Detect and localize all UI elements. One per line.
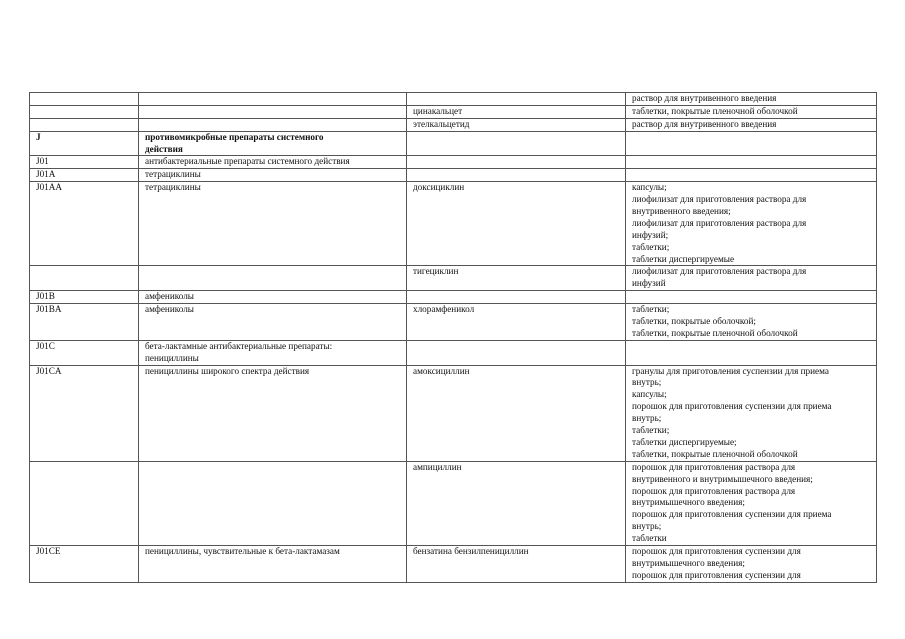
drug-table-body (30, 93, 877, 583)
dosage-form-cell-line: таблетки диспергируемые; (632, 436, 737, 447)
dosage-form-cell-line: внутримышечного введения; (632, 497, 745, 508)
atc-code-cell (30, 131, 139, 156)
table-row (30, 93, 877, 106)
anatomical-group-cell (139, 291, 407, 304)
anatomical-group-cell-line (145, 462, 406, 474)
atc-code: J01C (36, 340, 55, 351)
dosage-form-cell-line: таблетки диспергируемые (632, 253, 735, 264)
anatomical-group-cell-line: тетрациклины (145, 169, 201, 180)
drug-name (413, 341, 625, 353)
anatomical-group-cell (139, 118, 407, 131)
drug-name-cell (407, 545, 626, 582)
anatomical-group-cell-line: противомикробные препараты системного (145, 131, 324, 142)
anatomical-group-cell (139, 169, 407, 182)
dosage-form-cell-line: таблетки; (632, 304, 670, 315)
table-row (30, 545, 877, 582)
drug-name-cell (407, 131, 626, 156)
dosage-form-cell (626, 545, 877, 582)
drug-name: бензатина бензилпенициллин (413, 545, 529, 556)
dosage-form-cell-line: внутрь; (632, 521, 662, 532)
dosage-form-cell-line: внутривенного введения; (632, 206, 731, 217)
dosage-form-cell-line: таблетки; (632, 241, 670, 252)
anatomical-group-cell (139, 304, 407, 341)
dosage-form-cell-line: внутрь; (632, 377, 662, 388)
drug-name-cell (407, 365, 626, 461)
drug-name-cell (407, 156, 626, 169)
dosage-form-cell (626, 169, 877, 182)
dosage-form-cell-line (632, 341, 876, 353)
dosage-form-cell-line: лиофилизат для приготовления раствора для (632, 266, 807, 277)
dosage-form-cell-line: раствор для внутривенного введения (632, 118, 777, 129)
dosage-form-cell-line: инфузий; (632, 229, 669, 240)
dosage-form-cell-line: порошок для приготовления раствора для (632, 485, 796, 496)
anatomical-group-cell-line (145, 266, 406, 278)
atc-code-cell (30, 118, 139, 131)
table-row (30, 266, 877, 291)
drug-name: амоксициллин (413, 365, 470, 376)
atc-code: J (36, 131, 41, 142)
anatomical-group-cell (139, 365, 407, 461)
anatomical-group-cell-line: пенициллины (145, 352, 199, 363)
dosage-form-cell-line: капсулы; (632, 182, 667, 193)
dosage-form-cell-line: порошок для приготовления суспензии для приема (632, 401, 832, 412)
table-row (30, 105, 877, 118)
drug-name-cell (407, 182, 626, 266)
atc-code (36, 266, 138, 278)
anatomical-group-cell-line (145, 93, 406, 105)
atc-code-cell (30, 266, 139, 291)
drug-name (413, 132, 625, 144)
atc-code-cell (30, 304, 139, 341)
table-row (30, 340, 877, 365)
drug-name-cell (407, 340, 626, 365)
atc-code-cell (30, 461, 139, 545)
atc-code (36, 462, 138, 474)
dosage-form-cell-line: порошок для приготовления суспензии для приема (632, 509, 832, 520)
dosage-form-cell-line (632, 169, 876, 181)
drug-name: цинакальцет (413, 105, 463, 116)
table-row (30, 169, 877, 182)
dosage-form-cell-line: лиофилизат для приготовления раствора для (632, 194, 807, 205)
dosage-form-cell (626, 365, 877, 461)
dosage-form-cell-line: инфузий (632, 278, 666, 289)
dosage-form-cell (626, 93, 877, 106)
drug-name-cell (407, 266, 626, 291)
anatomical-group-cell (139, 545, 407, 582)
anatomical-group-cell-line: амфениколы (145, 304, 194, 315)
drug-name: хлорамфеникол (413, 304, 475, 315)
dosage-form-cell-line: внутривенного и внутримышечного введения; (632, 473, 813, 484)
dosage-form-cell-line: порошок для приготовления суспензии для (632, 569, 801, 580)
dosage-form-cell (626, 156, 877, 169)
drug-name: тигециклин (413, 266, 459, 277)
anatomical-group-cell (139, 156, 407, 169)
anatomical-group-cell (139, 340, 407, 365)
dosage-form-cell-line: таблетки; (632, 425, 670, 436)
table-row (30, 365, 877, 461)
anatomical-group-cell-line: пенициллины широкого спектра действия (145, 365, 310, 376)
atc-code: J01AA (36, 182, 63, 193)
drug-name (413, 93, 625, 105)
drug-name-cell (407, 118, 626, 131)
dosage-form-cell-line: таблетки, покрытые пленочной оболочкой (632, 105, 798, 116)
anatomical-group-cell-line: пенициллины, чувствительные к бета-лактамазам (145, 545, 340, 556)
dosage-form-cell (626, 461, 877, 545)
dosage-form-cell (626, 105, 877, 118)
dosage-form-cell-line (632, 156, 876, 168)
dosage-form-cell-line (632, 291, 876, 303)
dosage-form-cell (626, 131, 877, 156)
dosage-form-cell (626, 266, 877, 291)
atc-code-cell (30, 156, 139, 169)
atc-code (36, 93, 138, 105)
table-row (30, 461, 877, 545)
anatomical-group-cell-line (145, 106, 406, 118)
table-row (30, 182, 877, 266)
dosage-form-cell (626, 340, 877, 365)
atc-code: J01A (36, 169, 56, 180)
drug-name-cell (407, 304, 626, 341)
dosage-form-cell-line (632, 132, 876, 144)
anatomical-group-cell-line: антибактериальные препараты системного действия (145, 156, 350, 167)
atc-code-cell (30, 105, 139, 118)
atc-code: J01CE (36, 545, 61, 556)
drug-name: ампициллин (413, 461, 462, 472)
dosage-form-cell (626, 291, 877, 304)
table-row (30, 156, 877, 169)
dosage-form-cell-line: капсулы; (632, 389, 667, 400)
dosage-form-cell-line: внутримышечного введения; (632, 557, 745, 568)
anatomical-group-cell (139, 182, 407, 266)
anatomical-group-cell (139, 461, 407, 545)
dosage-form-cell-line: таблетки, покрытые пленочной оболочкой (632, 448, 798, 459)
atc-code-cell (30, 545, 139, 582)
drug-name-cell (407, 169, 626, 182)
atc-code: J01BA (36, 304, 62, 315)
dosage-form-cell-line: таблетки, покрытые пленочной оболочкой (632, 327, 798, 338)
table-row (30, 291, 877, 304)
dosage-form-cell-line: гранулы для приготовления суспензии для приема (632, 365, 829, 376)
table-row (30, 304, 877, 341)
drug-name: доксициклин (413, 182, 465, 193)
atc-code-cell (30, 182, 139, 266)
dosage-form-cell-line: порошок для приготовления раствора для (632, 461, 796, 472)
anatomical-group-cell (139, 266, 407, 291)
anatomical-group-cell-line: бета-лактамные антибактериальные препараты: (145, 340, 333, 351)
anatomical-group-cell-line: амфениколы (145, 291, 194, 302)
drug-name-cell (407, 461, 626, 545)
atc-code-cell (30, 169, 139, 182)
anatomical-group-cell-line: тетрациклины (145, 182, 201, 193)
dosage-form-cell (626, 304, 877, 341)
atc-code: J01CA (36, 365, 62, 376)
page-bottom-margin (0, 594, 905, 639)
dosage-form-cell-line: лиофилизат для приготовления раствора для (632, 217, 807, 228)
table-row (30, 118, 877, 131)
drug-table (29, 92, 877, 583)
anatomical-group-cell (139, 105, 407, 118)
anatomical-group-cell (139, 131, 407, 156)
atc-code-cell (30, 291, 139, 304)
dosage-form-cell-line: таблетки, покрытые оболочкой; (632, 316, 756, 327)
drug-name-cell (407, 105, 626, 118)
atc-code-cell (30, 365, 139, 461)
dosage-form-cell-line: внутрь; (632, 413, 662, 424)
anatomical-group-cell-line (145, 119, 406, 131)
atc-code (36, 119, 138, 131)
atc-code-cell (30, 93, 139, 106)
atc-code-cell (30, 340, 139, 365)
table-row (30, 131, 877, 156)
dosage-form-cell-line: раствор для внутривенного введения (632, 93, 777, 103)
dosage-form-cell (626, 182, 877, 266)
dosage-form-cell-line: порошок для приготовления суспензии для (632, 545, 801, 556)
dosage-form-cell-line: таблетки (632, 533, 667, 544)
anatomical-group-cell (139, 93, 407, 106)
drug-name (413, 291, 625, 303)
drug-name-cell (407, 93, 626, 106)
anatomical-group-cell-line: действия (145, 143, 183, 154)
drug-name (413, 156, 625, 168)
atc-code: J01 (36, 156, 49, 167)
dosage-form-cell (626, 118, 877, 131)
drug-name (413, 169, 625, 181)
drug-name-cell (407, 291, 626, 304)
atc-code (36, 106, 138, 118)
drug-name: этелкальцетид (413, 118, 470, 129)
atc-code: J01B (36, 291, 55, 302)
